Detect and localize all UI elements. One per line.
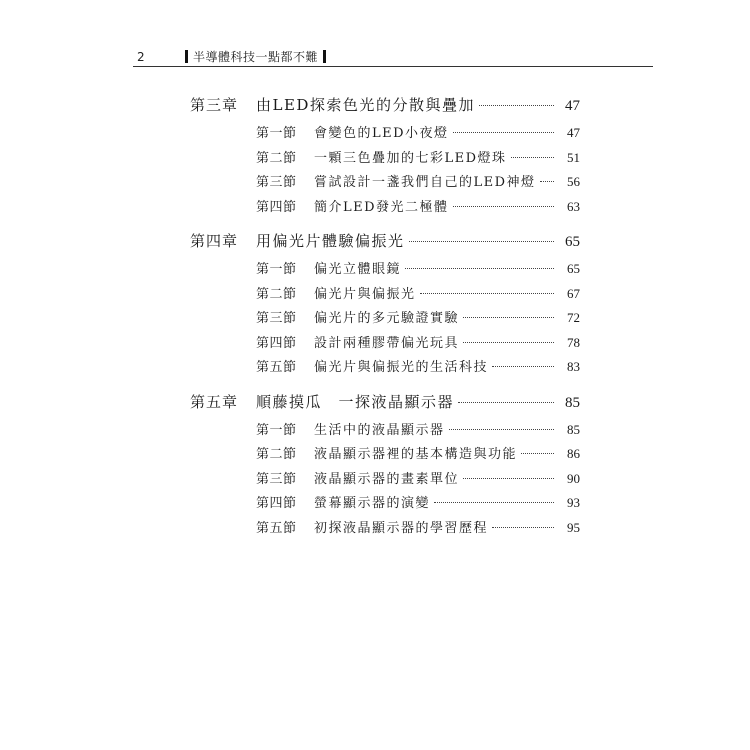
section-page: 65 (567, 261, 580, 276)
dot-leader (511, 157, 554, 158)
dot-leader (521, 453, 554, 454)
chapter-label: 第四章 (190, 232, 239, 250)
dot-leader (463, 478, 554, 479)
section-entry[interactable] (190, 492, 580, 517)
right-bar-mark (323, 50, 326, 63)
section-title: 簡介LED發光二極體 (314, 199, 449, 215)
section-label: 第二節 (256, 447, 297, 462)
section-page: 56 (567, 174, 580, 189)
chapter-page: 47 (565, 98, 580, 114)
chapter-title: 由LED探索色光的分散與疊加 (256, 96, 475, 114)
section-title: 偏光片與偏振光的生活科技 (314, 360, 489, 375)
section-page: 72 (567, 310, 580, 325)
section-title: 偏光片與偏振光 (314, 286, 416, 302)
chapter-spacer (190, 381, 580, 391)
section-label: 第四節 (256, 496, 297, 511)
dot-leader (449, 429, 554, 430)
section-page: 67 (567, 285, 580, 301)
section-page: 63 (567, 198, 580, 214)
chapter-entry[interactable] (190, 230, 580, 258)
section-title: 液晶顯示器裡的基本構造與功能 (314, 447, 518, 462)
section-page: 78 (567, 334, 580, 350)
chapter-3 (190, 94, 580, 220)
dot-leader (434, 502, 554, 503)
section-label: 第三節 (256, 471, 297, 487)
dot-leader (492, 366, 554, 367)
table-of-contents (190, 94, 580, 541)
chapter-page: 85 (565, 394, 580, 411)
section-entry[interactable] (190, 283, 580, 308)
chapter-label: 第五章 (190, 392, 239, 411)
chapter-spacer (190, 220, 580, 230)
dot-leader (420, 293, 554, 294)
book-title: 半導體科技一點都不難 (193, 50, 319, 64)
dot-leader (492, 527, 554, 528)
chapter-4 (190, 230, 580, 381)
dot-leader (409, 241, 554, 242)
section-entry[interactable] (190, 468, 580, 493)
chapter-label: 第三章 (190, 96, 239, 114)
section-entry[interactable] (190, 196, 580, 221)
section-label: 第三節 (256, 175, 297, 190)
section-label: 第二節 (256, 150, 297, 166)
chapter-title: 順藤摸瓜 一探液晶顯示器 (256, 392, 455, 411)
section-entry[interactable] (190, 171, 580, 196)
section-label: 第一節 (256, 126, 297, 141)
chapter-title: 用偏光片體驗偏振光 (256, 232, 405, 250)
section-entry[interactable] (190, 419, 580, 444)
running-header (133, 46, 653, 66)
section-title: 生活中的液晶顯示器 (314, 422, 445, 438)
section-label: 第五節 (256, 360, 297, 375)
section-page: 93 (567, 495, 580, 510)
section-title: 一顆三色疊加的七彩LED燈珠 (314, 150, 507, 166)
dot-leader (453, 206, 554, 207)
section-entry[interactable] (190, 122, 580, 147)
section-page: 90 (567, 470, 580, 486)
section-entry[interactable] (190, 332, 580, 357)
section-title: 偏光片的多元驗證實驗 (314, 311, 460, 326)
chapter-entry[interactable] (190, 94, 580, 122)
section-title: 液晶顯示器的畫素單位 (314, 471, 460, 487)
page-number: 2 (137, 50, 145, 64)
section-title: 設計兩種膠帶偏光玩具 (314, 335, 460, 351)
section-page: 47 (567, 125, 580, 140)
dot-leader (458, 402, 554, 403)
chapter-entry[interactable] (190, 391, 580, 419)
section-label: 第三節 (256, 311, 297, 326)
section-page: 85 (567, 421, 580, 437)
section-label: 第四節 (256, 199, 297, 215)
section-page: 86 (567, 446, 580, 461)
section-entry[interactable] (190, 307, 580, 332)
dot-leader (405, 268, 554, 269)
section-entry[interactable] (190, 443, 580, 468)
section-page: 51 (567, 149, 580, 165)
dot-leader (463, 342, 554, 343)
left-bar-mark (185, 50, 188, 63)
section-entry[interactable] (190, 147, 580, 172)
header-rule (133, 66, 653, 67)
dot-leader (453, 132, 554, 133)
dot-leader (479, 105, 554, 106)
section-label: 第二節 (256, 286, 297, 302)
section-label: 第一節 (256, 262, 297, 277)
section-page: 95 (567, 519, 580, 535)
chapter-page: 65 (565, 234, 580, 250)
section-entry[interactable] (190, 517, 580, 542)
section-title: 嘗試設計一盞我們自己的LED神燈 (314, 175, 536, 190)
section-label: 第五節 (256, 520, 297, 536)
section-title: 初探液晶顯示器的學習歷程 (314, 520, 489, 536)
section-label: 第四節 (256, 335, 297, 351)
section-page: 83 (567, 359, 580, 374)
section-title: 會變色的LED小夜燈 (314, 126, 449, 141)
section-title: 偏光立體眼鏡 (314, 262, 402, 277)
section-label: 第一節 (256, 422, 297, 438)
section-entry[interactable] (190, 356, 580, 381)
dot-leader (540, 181, 554, 182)
dot-leader (463, 317, 554, 318)
section-entry[interactable] (190, 258, 580, 283)
section-title: 螢幕顯示器的演變 (314, 496, 431, 511)
book-title-block (185, 48, 326, 65)
chapter-5 (190, 391, 580, 542)
